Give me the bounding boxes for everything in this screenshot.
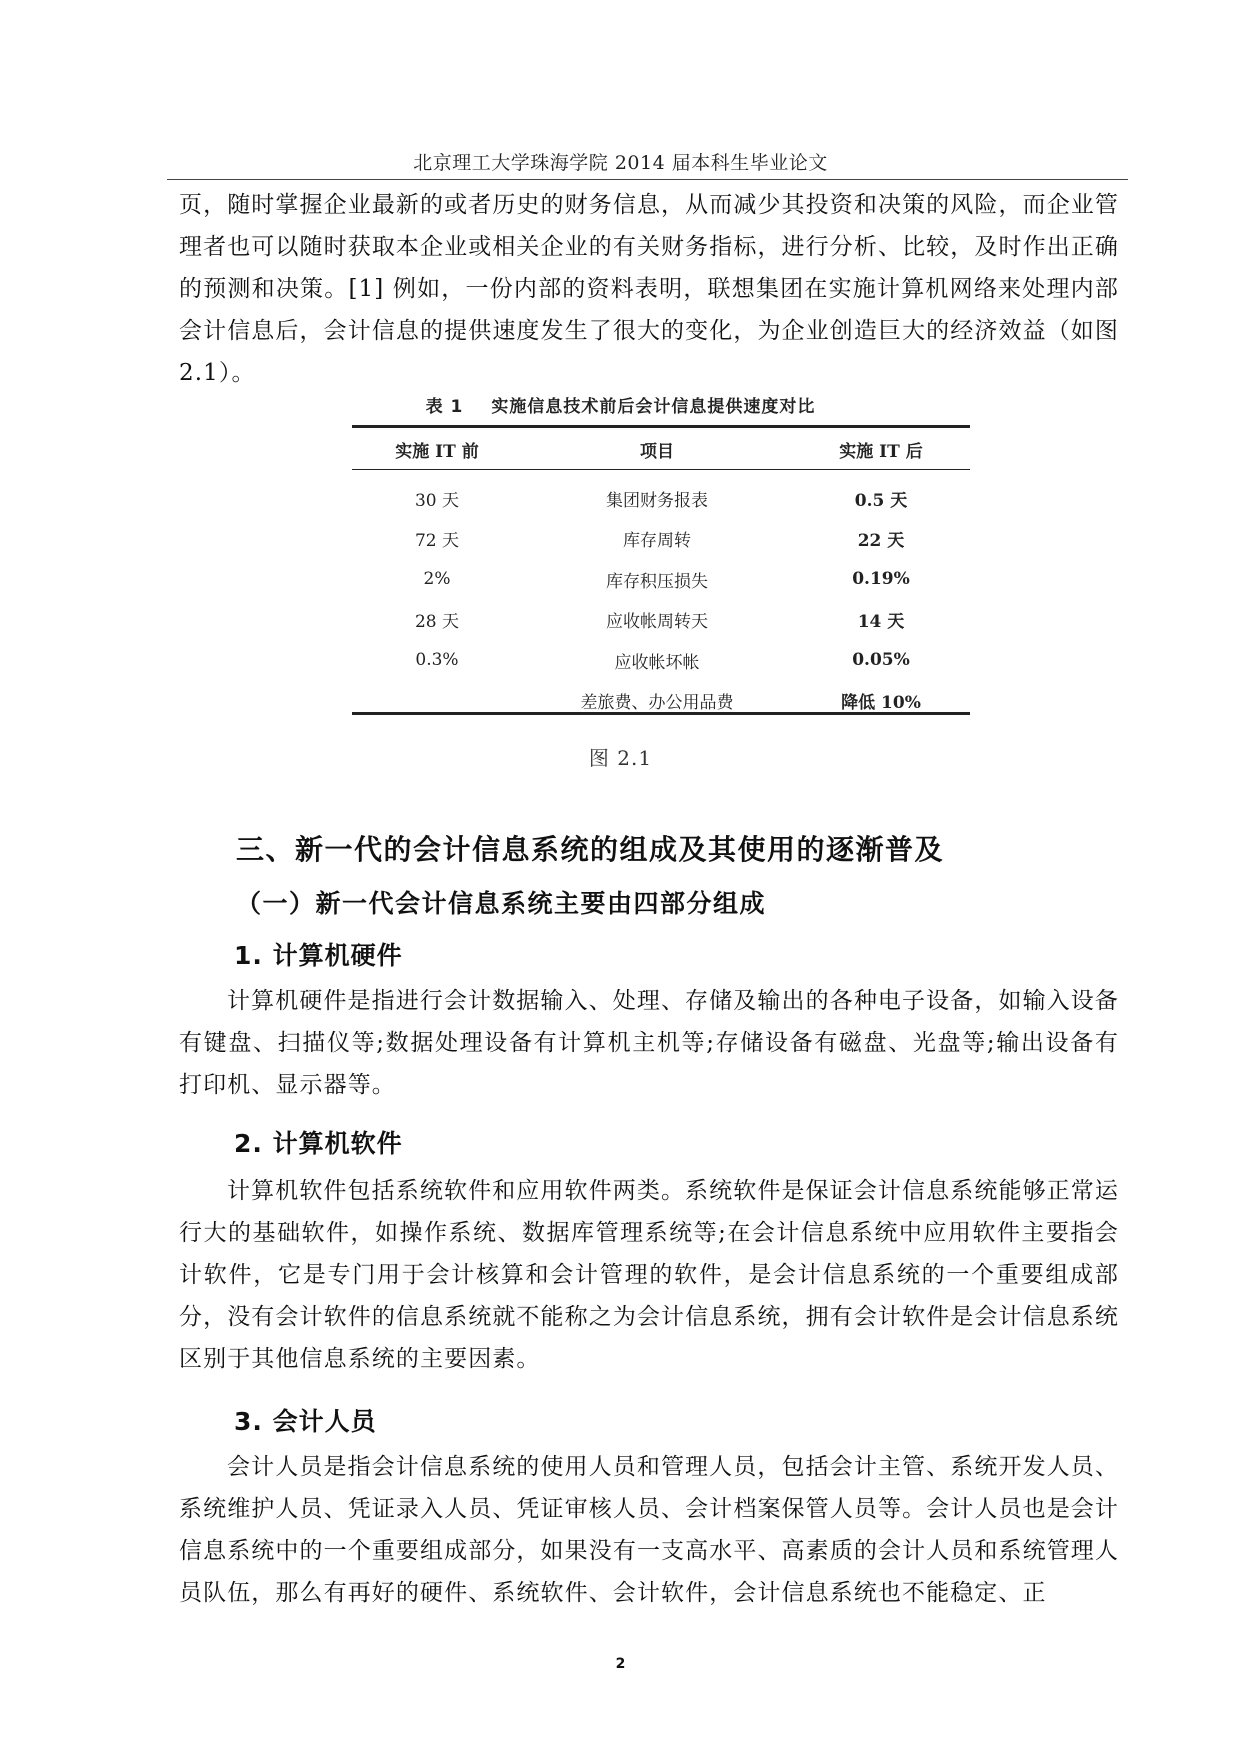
cell-after-it: 0.5 天: [854, 490, 908, 511]
paragraph-intro-continuation: 页，随时掌握企业最新的或者历史的财务信息，从而减少其投资和决策的风险，而企业管理者也可以随时获取本企业或相关企业的有关财务指标，进行分析、比较，及时作出正确的预测和决策。[1] 例如，一份内部的资料表明，联想集团在实施计算机网络来处理内部会计信息后，会计信息的提供速度发生了很大的变化，为企业创造巨大的经济效益（如图 2.1）。: [179, 192, 1119, 386]
table-row: [352, 600, 970, 641]
table-row: [352, 519, 970, 560]
item-heading-software: 2. 计算机软件: [234, 1129, 403, 1158]
header-item: 项目: [640, 441, 674, 462]
table-caption-title: 实施信息技术前后会计信息提供速度对比: [491, 397, 816, 417]
cell-after-it: 0.05%: [852, 650, 910, 671]
cell-before-it: 30 天: [414, 490, 460, 511]
paragraph-hardware: 计算机硬件是指进行会计数据输入、处理、存储及输出的各种电子设备，如输入设备有键盘、扫描仪等;数据处理设备有计算机主机等;存储设备有磁盘、光盘等;输出设备有打印机、显示器等。: [179, 988, 1119, 1098]
comparison-table: [352, 430, 970, 721]
cell-item: 应收帐周转天: [606, 612, 708, 633]
item-heading-personnel: 3. 会计人员: [234, 1407, 377, 1436]
cell-item: 库存积压损失: [606, 571, 708, 592]
table-row: [352, 468, 970, 519]
table-row: [352, 640, 970, 681]
table-header-row: [352, 430, 970, 468]
table-row: [352, 559, 970, 600]
cell-item: 集团财务报表: [606, 490, 708, 511]
page-number: 2: [615, 1656, 626, 1672]
table-top-rule: [352, 425, 970, 428]
section-heading: 三、新一代的会计信息系统的组成及其使用的逐渐普及: [236, 833, 945, 866]
table-caption-number: 表 1: [425, 397, 464, 417]
cell-after-it: 14 天: [857, 612, 905, 633]
cell-after-it: 降低 10%: [841, 693, 921, 714]
paragraph-personnel: 会计人员是指会计信息系统的使用人员和管理人员，包括会计主管、系统开发人员、系统维护人员、凭证录入人员、凭证审核人员、会计档案保管人员等。会计人员也是会计信息系统中的一个重要组成部分，如果没有一支高水平、高素质的会计人员和系统管理人员队伍，那么有再好的硬件、系统软件、会计软件，会计信息系统也不能稳定、正: [179, 1454, 1119, 1606]
cell-before-it: 28 天: [414, 612, 460, 633]
cell-before-it: 2%: [423, 569, 451, 590]
header-rule: [167, 179, 1128, 180]
cell-item: 差旅费、办公用品费: [580, 693, 734, 714]
item-heading-hardware: 1. 计算机硬件: [234, 941, 403, 970]
cell-item: 库存周转: [623, 531, 691, 552]
paragraph-software: 计算机软件包括系统软件和应用软件两类。系统软件是保证会计信息系统能够正常运行大的基础软件，如操作系统、数据库管理系统等;在会计信息系统中应用软件主要指会计软件，它是专门用于会计核算和会计管理的软件，是会计信息系统的一个重要组成部分，没有会计软件的信息系统就不能称之为会计信息系统，拥有会计软件是会计信息系统区别于其他信息系统的主要因素。: [179, 1178, 1119, 1372]
cell-after-it: 22 天: [857, 531, 905, 552]
table-caption: [0, 392, 1241, 417]
subsection-heading: （一）新一代会计信息系统主要由四部分组成: [236, 889, 767, 918]
cell-before-it: 0.3%: [415, 650, 459, 671]
cell-before-it: 72 天: [414, 531, 460, 552]
cell-item: 应收帐坏帐: [614, 652, 700, 673]
header-before-it: 实施 IT 前: [395, 441, 479, 462]
cell-after-it: 0.19%: [852, 569, 910, 590]
header-after-it: 实施 IT 后: [839, 441, 923, 462]
running-header: 北京理工大学珠海学院 2014 届本科生毕业论文: [413, 152, 828, 174]
cell-before-it: [352, 681, 522, 722]
figure-caption: 图 2.1: [588, 746, 653, 770]
table-row: [352, 681, 970, 722]
